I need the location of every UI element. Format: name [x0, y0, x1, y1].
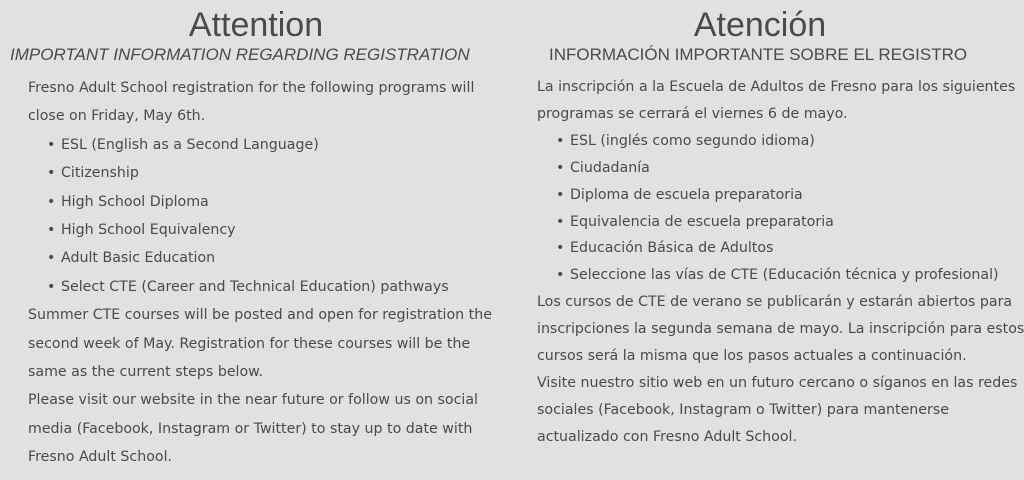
english-visit-note: Please visit our website in the near future or follow us on social media (Facebook, Instagram or Twitter) to stay up to date with Fresno Adult School.	[28, 392, 478, 466]
bullet-icon: •	[47, 193, 56, 210]
english-body	[28, 74, 498, 472]
spanish-summer-note: Los cursos de CTE de verano se publicarán y estarán abiertos para inscripciones la segunda semana de mayo. La inscripción para estos cursos será la misma que los pasos actuales a continuación.	[537, 294, 1024, 365]
english-summer-note: Summer CTE courses will be posted and open for registration the second week of May. Registration for these courses will be the same as the current steps below.	[28, 307, 492, 381]
list-item: • Equivalencia de escuela preparatoria	[556, 209, 1024, 236]
english-intro: Fresno Adult School registration for the following programs will close on Friday, May 6th.	[28, 80, 475, 125]
bullet-icon: •	[47, 165, 56, 182]
spanish-body	[537, 74, 1024, 451]
bullet-icon: •	[556, 240, 565, 257]
bullet-icon: •	[47, 250, 56, 267]
list-item: • Seleccione las vías de CTE (Educación técnica y profesional)	[556, 262, 1024, 289]
spanish-column	[512, 0, 1024, 480]
bullet-icon: •	[556, 186, 565, 203]
spanish-visit-note: Visite nuestro sitio web en un futuro cercano o síganos en las redes sociales (Facebook, Instagram o Twitter) para mantenerse actualizado con Fresno Adult School.	[537, 374, 1018, 445]
spanish-intro: La inscripción a la Escuela de Adultos de Fresno para los siguientes programas se cerrará el viernes 6 de mayo.	[537, 79, 1016, 122]
english-program-list	[28, 131, 498, 301]
list-item: • Select CTE (Career and Technical Education) pathways	[47, 273, 498, 301]
english-title: Attention	[188, 6, 324, 44]
bullet-icon: •	[47, 278, 56, 295]
list-item: • High School Diploma	[47, 188, 498, 216]
bullet-icon: •	[556, 213, 565, 230]
list-item: • Ciudadanía	[556, 155, 1024, 182]
list-item: • Citizenship	[47, 159, 498, 187]
list-item: • Educación Básica de Adultos	[556, 235, 1024, 262]
list-item: • ESL (inglés como segundo idioma)	[556, 128, 1024, 155]
bullet-icon: •	[47, 222, 56, 239]
english-subtitle: IMPORTANT INFORMATION REGARDING REGISTRATION	[10, 45, 470, 64]
bullet-icon: •	[47, 136, 56, 153]
spanish-program-list	[537, 128, 1024, 289]
spanish-title: Atención	[693, 6, 827, 44]
list-item: • Adult Basic Education	[47, 244, 498, 272]
list-item: • High School Equivalency	[47, 216, 498, 244]
bullet-icon: •	[556, 159, 565, 176]
spanish-subtitle: INFORMACIÓN IMPORTANTE SOBRE EL REGISTRO	[549, 45, 968, 64]
bullet-icon: •	[556, 132, 565, 149]
list-item: • Diploma de escuela preparatoria	[556, 182, 1024, 209]
list-item: • ESL (English as a Second Language)	[47, 131, 498, 159]
bullet-icon: •	[556, 267, 565, 284]
